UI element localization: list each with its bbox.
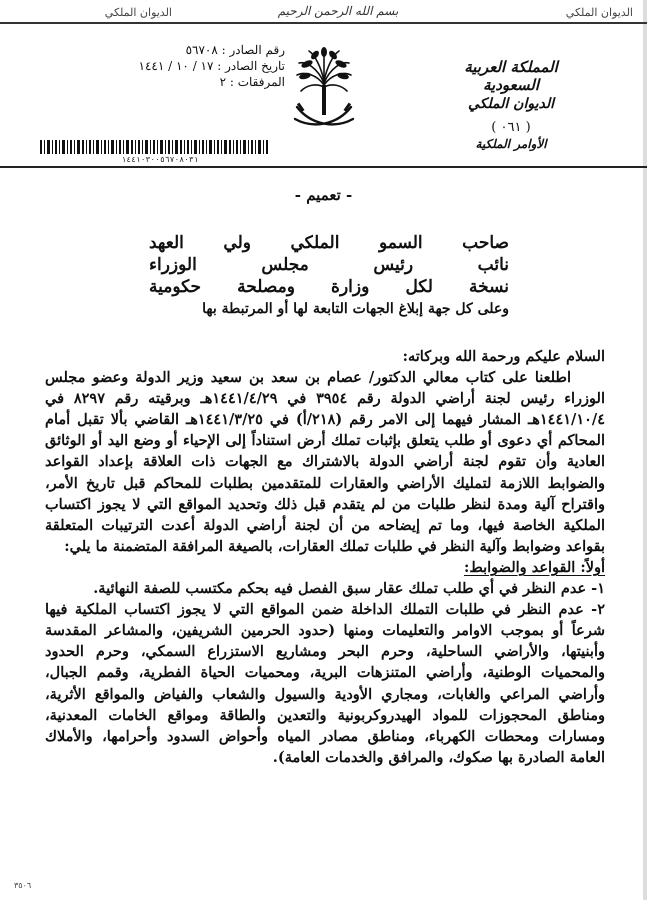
kingdom-name: المملكة العربية السعودية [464,58,558,94]
addressee-line: نسخة لكل وزارة ومصلحة حكومية [149,277,509,297]
addressee-line: نائب رئيس مجلس الوزراء [149,255,509,275]
office-code: ( ٠٦١ ) [491,120,531,135]
header-rule [0,166,647,168]
basmala: بسم الله الرحمن الرحيم [277,4,399,18]
greeting: السلام عليكم ورحمة الله وبركاته: [402,348,605,365]
reference-block [110,42,285,90]
list-item: ١- عدم النظر في أي طلب تملك عقار سبق الفصل فيه بحكم مكتسب للصفة النهائية. [93,580,605,598]
footer-code: ٣٥٠٦ [14,881,32,890]
palm-swords-emblem [291,45,357,137]
letterhead [441,58,581,151]
letter-body [45,346,605,768]
page-edge [643,0,647,900]
list-item: ٢- عدم النظر في طلبات التملك الداخلة ضمن المواقع التي لا يجوز اكتساب الملكية فيها شرعاً أو بموجب الاوامر والتعليمات ومنها (حدود الحرمين الشريفين، والمشاعر المقدسة وأبنيتها، والأراضي الساحلية، وحرم البحر ومشاريع الاستزراع السمكي، وحرم الحدود والمحميات الوطنية، وأراضي المتنزهات البرية، ومحميات الحياة الفطرية، وقمم الجبال، وأراضي المراعي والغابات، ومجاري الأودية والسيول والشعاب والفياض والمواقع الأثرية، ومناطق المحجوزات للمواد الهيدروكربونية والتعدين والطاقة ومواقع الخامات المعدنية، ومسارات ومحطات الكهرباء، ومناطق مصادر المياه وأحواض السدود وأحرامها، والأملاك العامة الصادرة بها صكوك، والمرافق والخدمات العامة). [45,601,605,766]
top-rule [0,22,647,24]
addressee-line: صاحب السمو الملكي ولي العهد [149,233,509,253]
body-paragraph: اطلعنا على كتاب معالي الدكتور/ عصام بن سعد بن سعيد وزير الدولة وعضو مجلس الوزراء رئيس لجنة أراضي الدولة رقم ٣٩٥٤ في ١٤٤١/٤/٢٩هـ وبرقيته رقم ٨٢٩٧ في ١٤٤١/١٠/٤هـ المشار فيهما إلى الامر رقم (٢١٨/أ) في ١٤٤١/٣/٢٥هـ القاضي بألا تقبل أمام المحاكم أي دعوى أو طلب يتعلق بإثبات تملك أرض استناداً إلى الإحياء أو وضع اليد أو الوثائق العادية وأن تقوم لجنة أراضي الدولة بالاشتراك مع الجهات ذات العلاقة بإعداد القواعد والضوابط اللازمة لتمليك الأراضي والعقارات للمتقدمين بطلبات للمحاكم قبل تاريخ الأمر، واقتراح آلية ومدة لنظر طلبات من لم يتقدم قبل ذلك وتحديد المواقع التي لا يجوز اكتساب الملكية الخاصة فيها، وما تم إيضاحه من أن لجنة أراضي الدولة أعدت الترتيبات المتعلقة بقواعد وضوابط وآلية النظر في طلبات تملك العقارات، بالصيغة المرافقة المتضمنة ما يلي: [45,369,605,555]
royal-court-name: الديوان الملكي [468,96,554,112]
document-title: - تعميم - [294,186,353,204]
barcode [40,140,270,154]
addressee-line: وعلى كل جهة إبلاغ الجهات التابعة لها أو المرتبطة بها [202,301,509,317]
addressees [149,232,509,320]
outgoing-number: رقم الصادر : ٥٦٧٠٨ [185,43,285,57]
outgoing-date: تاريخ الصادر : ١٧ / ١٠ / ١٤٤١ [138,59,285,73]
royal-orders-label: الأوامر الملكية [475,137,547,151]
barcode-number: ١٤٤١٠٣٠٠٥٦٧٠٨٠٣١ [121,155,199,164]
royal-court-top-label-right: الديوان الملكي [565,6,633,19]
section-heading: أولاً: القواعد والضوابط: [463,558,605,576]
attachments: المرفقات : ٢ [219,75,285,89]
royal-court-top-label: الديوان الملكي [104,6,172,19]
